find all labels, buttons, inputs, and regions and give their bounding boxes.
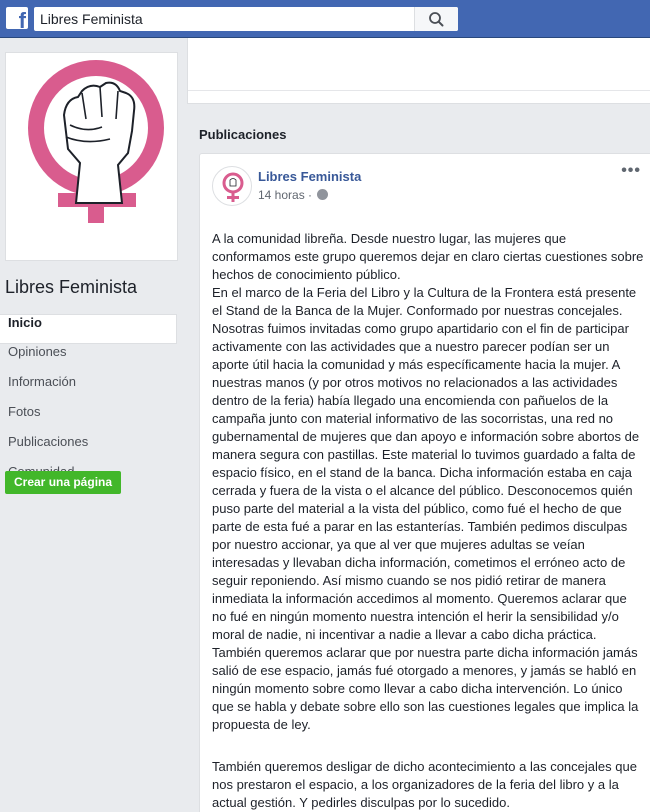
search-box [34, 7, 458, 31]
cover-divider [188, 90, 650, 91]
search-icon [415, 7, 459, 31]
post-author-link[interactable]: Libres Feminista [258, 169, 362, 184]
top-bar [0, 0, 650, 38]
post-author-avatar[interactable] [212, 166, 252, 206]
page-nav [0, 314, 177, 494]
post-timestamp[interactable]: 14 horas [258, 188, 305, 202]
search-input[interactable] [34, 7, 414, 31]
public-globe-icon[interactable] [317, 189, 328, 200]
nav-item-inicio[interactable]: Inicio [0, 314, 177, 344]
left-column [0, 38, 187, 812]
page-profile-picture[interactable] [5, 52, 178, 261]
cover-area [187, 38, 650, 104]
post-card [199, 153, 650, 812]
nav-item-publicaciones[interactable]: Publicaciones [8, 434, 89, 449]
nav-item-fotos[interactable]: Fotos [8, 404, 41, 419]
post-text [212, 212, 644, 812]
section-title: Publicaciones [199, 127, 287, 142]
nav-item-opiniones[interactable]: Opiniones [8, 344, 67, 359]
create-page-button[interactable]: Crear una página [5, 471, 121, 494]
feminist-symbol-icon [213, 167, 252, 206]
post-options-icon[interactable]: ••• [621, 162, 641, 179]
meta-separator: · [308, 188, 316, 202]
nav-item-informacion[interactable]: Información [8, 374, 76, 389]
facebook-logo-icon[interactable]: f [6, 7, 28, 29]
feminist-fist-symbol-icon [6, 53, 177, 260]
post-meta [258, 188, 328, 202]
search-button[interactable] [414, 7, 458, 31]
page-name: Libres Feminista [5, 277, 138, 297]
post-paragraph: A la comunidad libreña. Desde nuestro lugar, las mujeres que conformamos este grupo queremos dejar en claro ciertas cuestiones sobre hechos de conocimiento público. En el marco de la Feria del Libro y la Cultura de la Frontera está presente el Stand de la Banca de la Mujer. Conformado por nuestras concejales. Nosotras fuimos invitadas como grupo apartidario con el fin de participar activamente con las actividades que a nuestro parecer podían ser un aporte útil hacia la comunidad y más específicamente hacia la mujer. A nuestras manos (y por otros motivos no relacionados a las actividades dentro de la feria) había llegado una encomienda con pañuelos de la campaña junto con material informativo de las socorristas, una red no gubernamental de mujeres que dan apoyo e información sobre abortos de manera segura con pastillas. Este material lo tuvimos guardado a falta de espacio físico, en el stand de la banca. Dicha información estaba en caja cerrada y fuera de la vista o el alcance del público. Desconocemos quién puso parte del material a la vista del público, como fué el hecho de que parte de esta fué a parar en las estanterías. También pedimos disculpas por nuestro accionar, ya que al ver que mujeres adultas se veían interesadas y llevaban dicha información, cometimos el erróneo acto de seguir reponiendo. Así mismo cuando se nos pidió retirar de manera inmediata la información accedimos al momento. Queremos aclarar que no fué en ningún momento nuestra intención el herir la sensibilidad y/o moral de nadie, ni incentivar a nadie a llevar a cabo dicha práctica. También queremos aclarar que por nuestra parte dicha información jamás salió de ese espacio, jamás fué otorgado a menores, y jamás se habló en ningún momento sobre como llevar a cabo dicha intervención. Lo único que se habla y debate sobre ello son las cuestiones legales que implica la propuesta de ley. [212, 231, 644, 732]
post-paragraph: También queremos desligar de dicho acontecimiento a las concejales que nos prestaron el espacio, a los organizadores de la feria del libro y a la actual gestión. Y pedirles disculpas por lo sucedido. [212, 759, 637, 810]
